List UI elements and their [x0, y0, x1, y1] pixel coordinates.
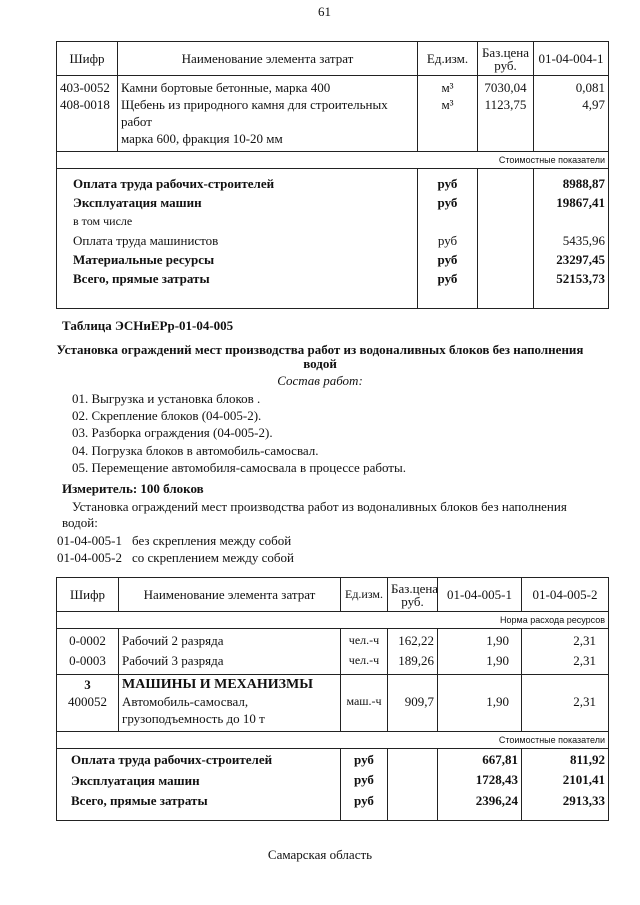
total-value-1: 667,81	[438, 749, 522, 772]
header-name: Наименование элемента затрат	[119, 578, 341, 612]
table-row	[57, 629, 609, 653]
total-unit: руб	[341, 749, 388, 772]
total-value: 52153,73	[534, 270, 609, 309]
row-unit: маш.-ч	[341, 693, 388, 732]
table-title: Таблица ЭСНиЕРр-01-04-005	[62, 318, 234, 333]
row-value-2: 2,31	[522, 693, 609, 732]
total-label: Оплата труда рабочих-строителей	[57, 749, 341, 772]
row-value: 0,081	[534, 76, 609, 97]
variant-code: 01-04-005-1	[57, 533, 122, 548]
cost-table-01-04-004	[56, 41, 609, 309]
header-unit: Ед.изм.	[341, 578, 388, 612]
total-label: Оплата труда рабочих-строителей	[57, 175, 418, 194]
total-label: Всего, прямые затраты	[57, 792, 341, 821]
table-header	[57, 578, 609, 612]
group-name: МАШИНЫ И МЕХАНИЗМЫ	[119, 675, 341, 694]
row-name: Щебень из природного камня для строительных работ	[121, 97, 388, 129]
row-value-2: 2,31	[522, 652, 609, 675]
row-price: 162,22	[388, 629, 438, 653]
total-value: 5435,96	[534, 232, 609, 251]
composition-label: Состав работ:	[277, 373, 363, 388]
page-footer: Самарская область	[267, 847, 373, 862]
work-step: 03. Разборка ограждения (04-005-2).	[72, 425, 273, 440]
header-value-2: 01-04-005-2	[522, 578, 609, 612]
row-value-1: 1,90	[438, 629, 522, 653]
variant-text: со скреплением между собой	[132, 550, 294, 565]
row-unit: м³	[418, 96, 478, 152]
total-value-1: 2396,24	[438, 792, 522, 821]
row-code: 0-0003	[57, 652, 119, 675]
work-step: 05. Перемещение автомобиля-самосвала в процессе работы.	[72, 460, 406, 475]
table-row	[57, 693, 609, 732]
header-value: 01-04-004-1	[534, 42, 609, 76]
row-name-cont: грузоподъемность до 10 т	[122, 711, 265, 726]
variant-code: 01-04-005-2	[57, 550, 122, 565]
total-row	[57, 213, 609, 232]
section-heading-cont: водой	[303, 356, 337, 371]
row-price: 909,7	[388, 693, 438, 732]
row-name: Камни бортовые бетонные, марка 400	[118, 76, 418, 97]
header-value-1: 01-04-005-1	[438, 578, 522, 612]
group-code: 3	[57, 675, 119, 694]
row-name-cont: марка 600, фракция 10-20 мм	[121, 131, 283, 146]
section-label: Норма расхода ресурсов	[57, 612, 609, 629]
row-unit: чел.-ч	[341, 652, 388, 675]
row-value-1: 1,90	[438, 652, 522, 675]
row-code: 0-0002	[57, 629, 119, 653]
table-row	[57, 76, 609, 97]
header-price: Баз.цена руб.	[388, 578, 438, 612]
measure-unit: Измеритель: 100 блоков	[62, 481, 204, 496]
row-value-1: 1,90	[438, 693, 522, 732]
total-label: в том числе	[57, 213, 418, 232]
description: Установка ограждений мест производства работ из водоналивных блоков без наполнения	[72, 499, 567, 514]
total-row	[57, 771, 609, 792]
total-row	[57, 270, 609, 309]
table-row	[57, 96, 609, 152]
header-name: Наименование элемента затрат	[118, 42, 418, 76]
table-row	[57, 652, 609, 675]
total-value-2: 2101,41	[522, 771, 609, 792]
row-name: Рабочий 3 разряда	[119, 652, 341, 675]
total-value-1: 1728,43	[438, 771, 522, 792]
total-value-2: 2913,33	[522, 792, 609, 821]
description-cont: водой:	[62, 515, 98, 530]
total-unit: руб	[418, 232, 478, 251]
total-unit: руб	[418, 194, 478, 213]
total-unit: руб	[341, 771, 388, 792]
group-row	[57, 675, 609, 694]
total-label: Оплата труда машинистов	[57, 232, 418, 251]
row-value-2: 2,31	[522, 629, 609, 653]
total-row	[57, 749, 609, 772]
section-label: Стоимостные показатели	[57, 152, 609, 169]
total-label: Эксплуатация машин	[57, 771, 341, 792]
row-price: 7030,04	[478, 76, 534, 97]
row-value: 4,97	[534, 96, 609, 152]
row-price: 189,26	[388, 652, 438, 675]
row-price: 1123,75	[478, 96, 534, 152]
total-row	[57, 232, 609, 251]
header-unit: Ед.изм.	[418, 42, 478, 76]
total-label: Эксплуатация машин	[57, 194, 418, 213]
row-unit: м³	[418, 76, 478, 97]
total-row	[57, 251, 609, 270]
total-unit: руб	[418, 270, 478, 309]
row-name: Автомобиль-самосвал,	[122, 694, 249, 709]
section-heading: Установка ограждений мест производства работ из водоналивных блоков без наполнения	[56, 342, 584, 357]
row-name: Рабочий 2 разряда	[119, 629, 341, 653]
total-row	[57, 175, 609, 194]
table-header	[57, 42, 609, 76]
total-row	[57, 194, 609, 213]
page-number: 61	[318, 4, 331, 19]
work-step: 04. Погрузка блоков в автомобиль-самосвал.	[72, 443, 319, 458]
work-step: 02. Скрепление блоков (04-005-2).	[72, 408, 262, 423]
row-code: 403-0052	[57, 76, 118, 97]
total-value-2: 811,92	[522, 749, 609, 772]
row-code: 408-0018	[57, 96, 118, 152]
row-unit: чел.-ч	[341, 629, 388, 653]
total-value: 23297,45	[534, 251, 609, 270]
total-label: Материальные ресурсы	[57, 251, 418, 270]
total-label: Всего, прямые затраты	[57, 270, 418, 309]
total-unit: руб	[418, 175, 478, 194]
variant-text: без скрепления между собой	[132, 533, 292, 548]
total-unit: руб	[341, 792, 388, 821]
header-price: Баз.цена руб.	[478, 42, 534, 76]
total-value: 8988,87	[534, 175, 609, 194]
header-code: Шифр	[57, 578, 119, 612]
total-unit: руб	[418, 251, 478, 270]
header-code: Шифр	[57, 42, 118, 76]
row-code: 400052	[57, 693, 119, 732]
section-label: Стоимостные показатели	[57, 732, 609, 749]
cost-table-01-04-005	[56, 577, 609, 821]
total-row	[57, 792, 609, 821]
work-step: 01. Выгрузка и установка блоков .	[72, 391, 261, 406]
total-value: 19867,41	[534, 194, 609, 213]
